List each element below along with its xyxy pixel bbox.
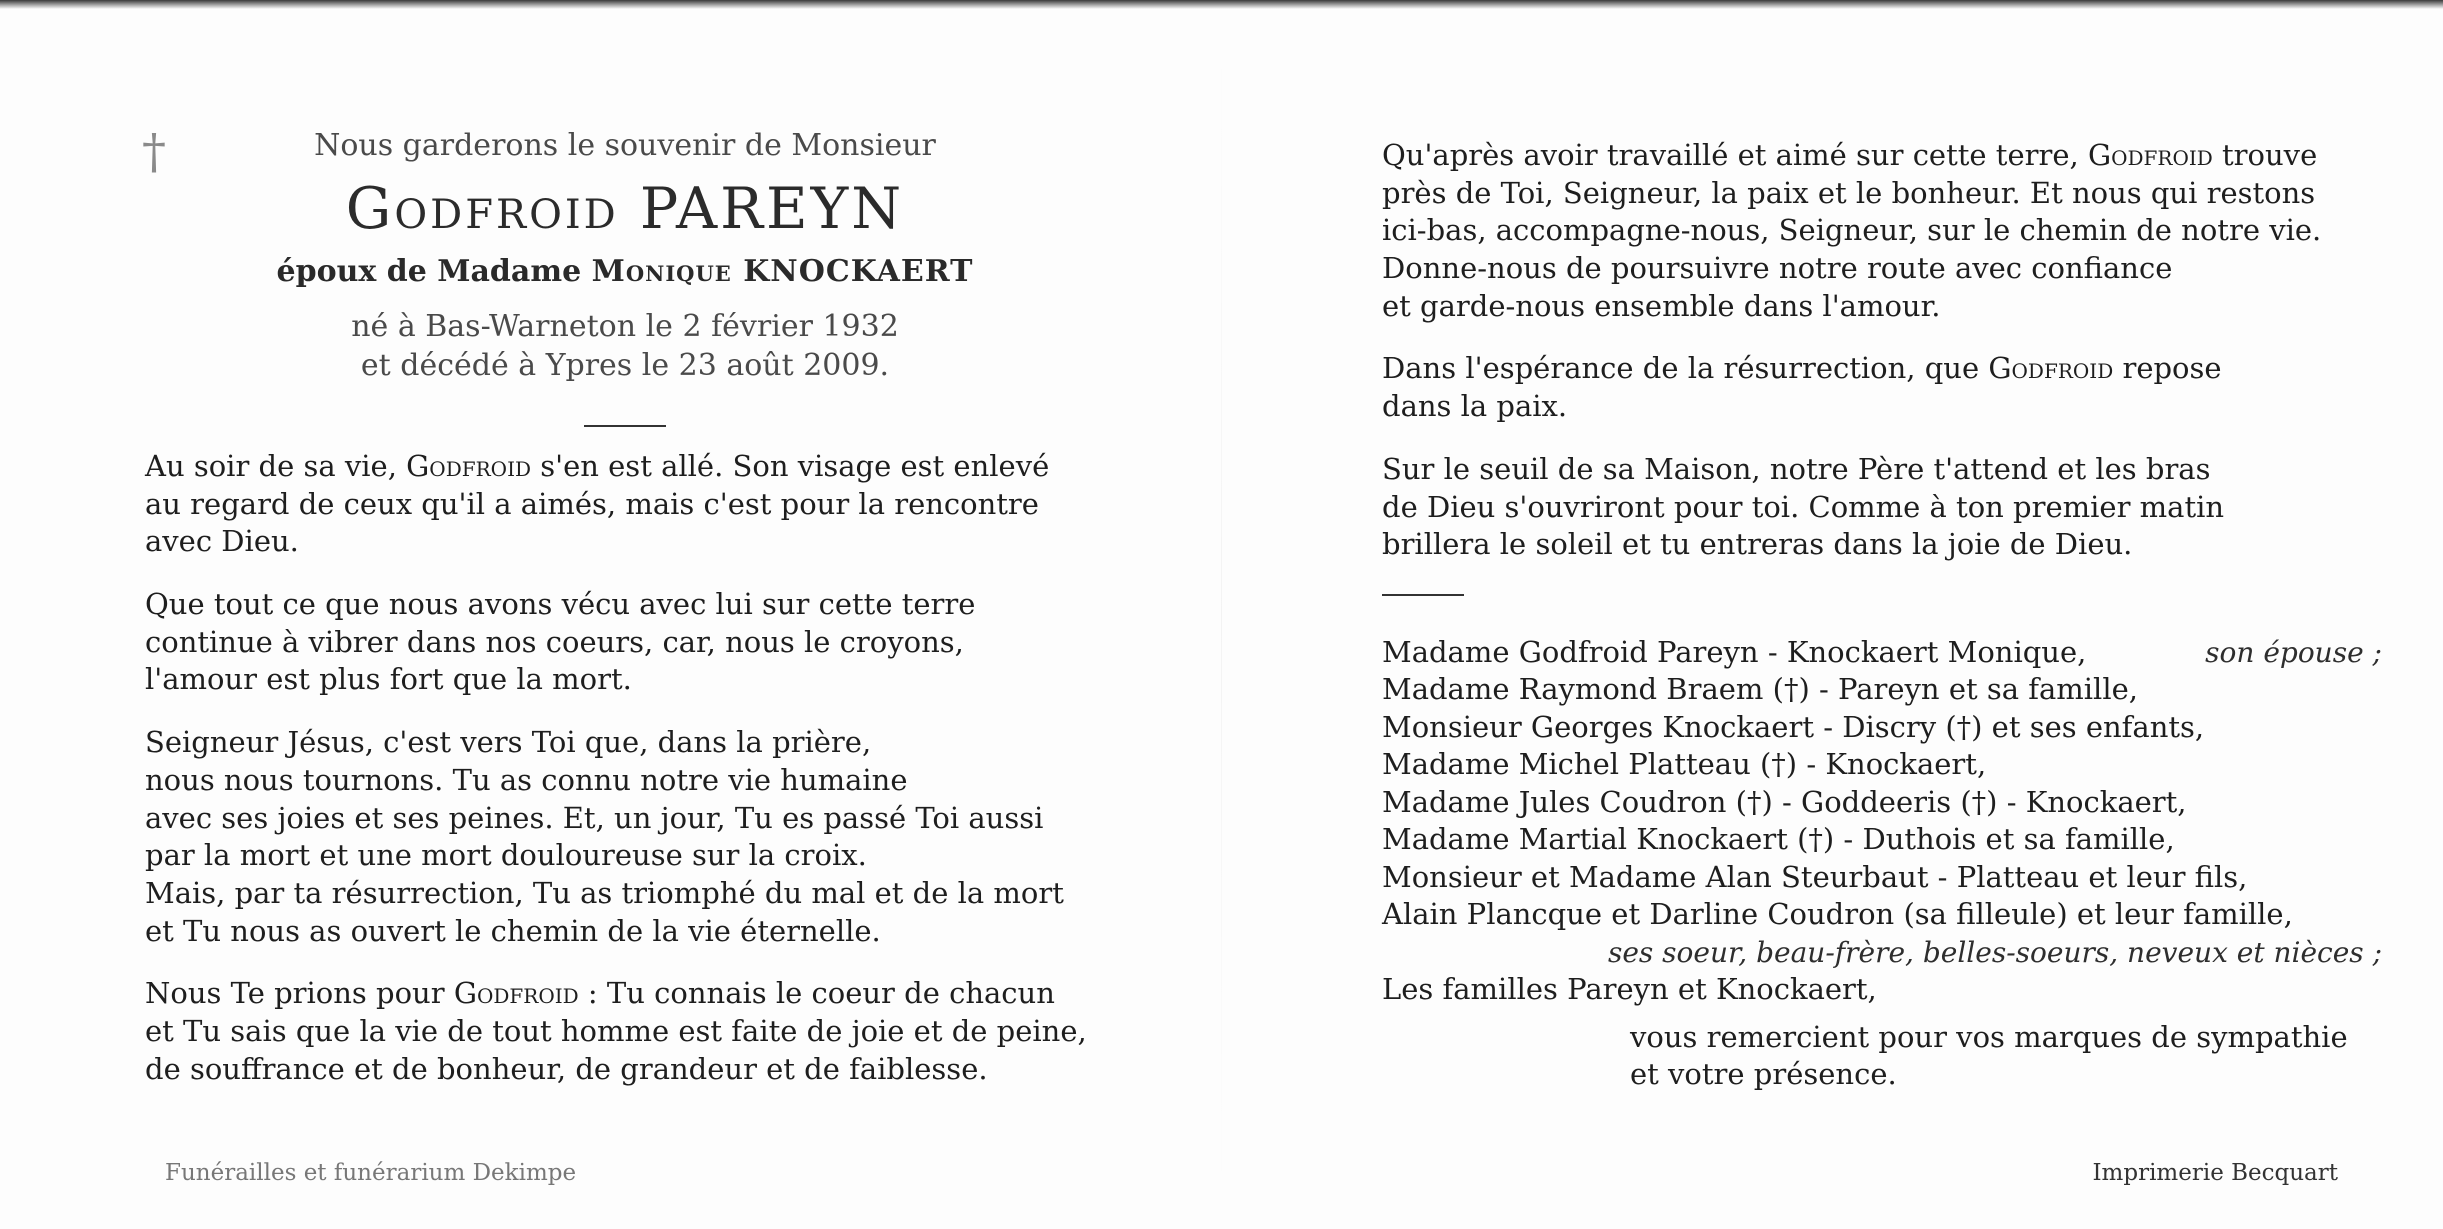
text-fragment: Au soir de sa vie, <box>145 449 407 483</box>
name-fragment: Godfroid <box>2087 138 2213 172</box>
text-fragment: s'en est allé. Son visage est enlevé <box>531 449 1050 483</box>
name-fragment: Godfroid <box>1988 351 2114 386</box>
spouse-line <box>250 254 1000 289</box>
name-fragment: Godfroid <box>406 449 532 483</box>
text-line <box>1382 137 2382 175</box>
family-member: Alain Plancque et Darline Coudron (sa filleule) et leur famille, <box>1382 897 2293 932</box>
spouse-prefix: époux de Madame <box>276 253 582 289</box>
family-member: Madame Raymond Braem (†) - Pareyn et sa famille, <box>1382 672 2138 707</box>
text-fragment: Nous Te prions pour <box>145 976 454 1011</box>
text-line: Donne-nous de poursuivre notre route avec confiance <box>1382 251 2173 286</box>
text-line: l'amour est plus fort que la mort. <box>145 662 632 697</box>
thanks-line: vous remercient pour vos marques de sympathie <box>1630 1019 2348 1054</box>
text-fragment: : Tu connais le coeur de chacun <box>578 976 1055 1011</box>
family-divider <box>1382 594 1464 596</box>
text-line: et Tu sais que la vie de tout homme est faite de joie et de peine, <box>145 1013 1087 1048</box>
paragraph-4 <box>145 975 1087 1088</box>
deceased-last-name: PAREYN <box>639 176 905 242</box>
text-line <box>1382 350 2382 388</box>
role-spouse: son épouse ; <box>2205 635 2382 669</box>
spouse-name: Monique KNOCKAERT <box>591 253 974 289</box>
family-member: Monsieur Georges Knockaert - Discry (†) et ses enfants, <box>1382 709 2205 744</box>
text-line: Seigneur Jésus, c'est vers Toi que, dans la prière, <box>145 725 872 760</box>
text-line: de Dieu s'ouvriront pour toi. Comme à ton premier matin <box>1382 489 2225 524</box>
family-member: Madame Martial Knockaert (†) - Duthois et sa famille, <box>1382 822 2175 857</box>
family-member-name: Madame Godfroid Pareyn - Knockaert Monique, <box>1382 634 2087 669</box>
left-page <box>0 0 1221 1229</box>
text-line: ici-bas, accompagne-nous, Seigneur, sur le chemin de notre vie. <box>1382 213 2322 248</box>
text-line: Mais, par ta résurrection, Tu as triomphé du mal et de la mort <box>145 875 1064 910</box>
text-line: près de Toi, Seigneur, la paix et le bonheur. Et nous qui restons <box>1382 175 2316 210</box>
text-line: et garde-nous ensemble dans l'amour. <box>1382 288 1941 323</box>
text-line: nous nous tournons. Tu as connu notre vie humaine <box>145 762 908 797</box>
text-line: continue à vibrer dans nos coeurs, car, nous le croyons, <box>145 624 964 659</box>
right-page <box>1222 0 2443 1229</box>
prayer-paragraph-3 <box>1382 451 2382 564</box>
header-divider <box>584 425 666 427</box>
text-line: et Tu nous as ouvert le chemin de la vie éternelle. <box>145 913 881 948</box>
families-line: Les familles Pareyn et Knockaert, <box>1382 972 1877 1007</box>
birth-line: né à Bas-Warneton le 2 février 1932 <box>351 308 899 344</box>
text-line: avec Dieu. <box>145 524 299 559</box>
family-list <box>1382 634 2382 1009</box>
text-fragment: Dans l'espérance de la résurrection, que <box>1382 351 1989 386</box>
text-line: de souffrance et de bonheur, de grandeur et de faiblesse. <box>145 1051 988 1086</box>
cross-icon: † <box>142 124 166 180</box>
prayer-paragraph-1 <box>1382 137 2382 325</box>
name-fragment: Godfroid <box>453 976 579 1011</box>
memorial-header <box>250 128 1000 427</box>
text-line <box>145 448 1075 486</box>
text-line: brillera le soleil et tu entreras dans la joie de Dieu. <box>1382 527 2133 562</box>
life-dates <box>250 307 1000 385</box>
family-member: Monsieur et Madame Alan Steurbaut - Platteau et leur fils, <box>1382 859 2248 894</box>
paragraph-1 <box>145 448 1075 561</box>
text-fragment: repose <box>2113 351 2222 386</box>
text-line: avec ses joies et ses peines. Et, un jour, Tu es passé Toi aussi <box>145 800 1044 835</box>
funeral-home-credit: Funérailles et funérarium Dekimpe <box>165 1160 577 1186</box>
family-member: Madame Michel Platteau (†) - Knockaert, <box>1382 747 1987 782</box>
left-text <box>145 448 1087 1113</box>
text-line: dans la paix. <box>1382 389 1568 424</box>
death-line: et décédé à Ypres le 23 août 2009. <box>360 347 890 383</box>
printer-credit: Imprimerie Becquart <box>2092 1160 2338 1186</box>
right-text <box>1382 137 2382 1094</box>
prayer-paragraph-2 <box>1382 350 2382 425</box>
text-line <box>145 975 1075 1013</box>
text-fragment: trouve <box>2212 138 2318 172</box>
intro-line: Nous garderons le souvenir de Monsieur <box>314 128 936 163</box>
thanks-line: et votre présence. <box>1630 1057 1897 1092</box>
paragraph-2 <box>145 586 1075 699</box>
family-member <box>1382 634 2382 672</box>
text-line: Sur le seuil de sa Maison, notre Père t'attend et les bras <box>1382 451 2211 486</box>
deceased-first-name: Godfroid <box>345 176 619 242</box>
deceased-name <box>250 176 1000 242</box>
text-line: Que tout ce que nous avons vécu avec lui sur cette terre <box>145 587 976 622</box>
paragraph-3 <box>145 724 1075 950</box>
text-line: par la mort et une mort douloureuse sur la croix. <box>145 838 867 873</box>
family-member: Madame Jules Coudron (†) - Goddeeris (†) - Knockaert, <box>1382 784 2187 819</box>
text-line: au regard de ceux qu'il a aimés, mais c'est pour la rencontre <box>145 486 1039 521</box>
role-relatives: ses soeur, beau-frère, belles-soeurs, neveux et nièces ; <box>1607 935 2382 969</box>
thanks-block <box>1382 1019 2382 1094</box>
text-fragment: Qu'après avoir travaillé et aimé sur cette terre, <box>1382 138 2088 172</box>
